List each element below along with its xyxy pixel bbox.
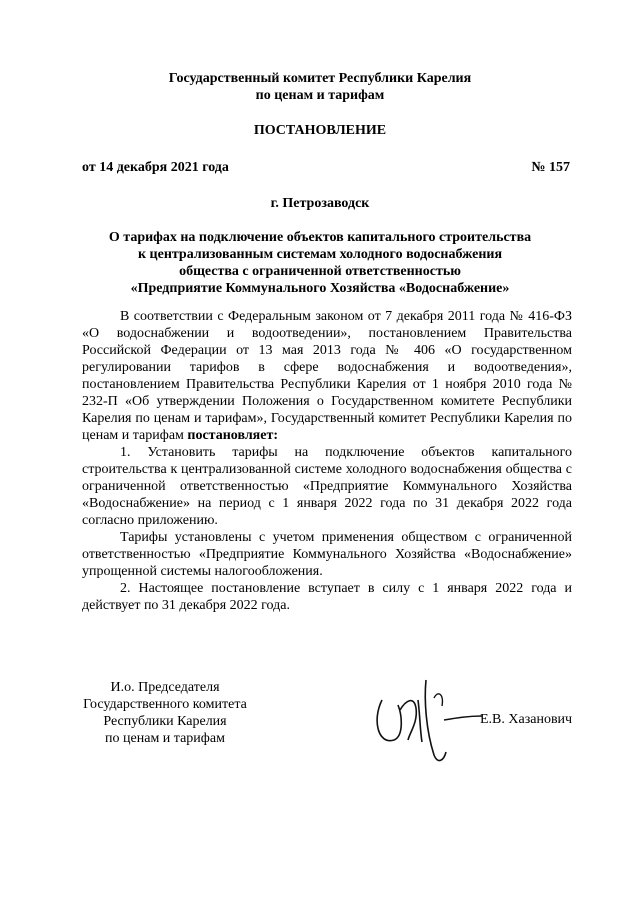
document-number: № 157 (531, 160, 570, 175)
signatory-line-4: по ценам и тарифам (105, 731, 225, 746)
item-1-paragraph: 1. Установить тарифы на подключение объектов капитального строительства к централизованной системе холодного водоснабжения общества с ограниченной ответственностью «Предприятие Коммунального Хозяйства «Водоснабжение» на период с 1 января 2022 года по 31 декабря 2022 года согласно приложению. (82, 445, 572, 528)
item-2-paragraph: 2. Настоящее постановление вступает в силу с 1 января 2022 года и действует по 31 декабря 2022 года. (82, 581, 572, 613)
preamble-paragraph (82, 308, 572, 444)
document-type: ПОСТАНОВЛЕНИЕ (253, 123, 387, 138)
signer-name: Е.В. Хазанович (480, 712, 573, 727)
signatory-line-3: Республики Карелия (103, 714, 227, 729)
date-number-row (82, 160, 570, 176)
title-line-3: общества с ограниченной ответственностью (179, 264, 461, 279)
issuer-line-2: по ценам и тарифам (255, 88, 385, 103)
document-date: от 14 декабря 2021 года (82, 160, 229, 175)
document-body (82, 308, 572, 614)
document-title (0, 229, 640, 297)
preamble-text: В соответствии с Федеральным законом от 7 декабря 2011 года № 416-ФЗ «О водоснабжении и водоотведении», постановлением Правительства Российской Федерации от 13 мая 2013 года № 406 «О государственном регулировании тарифов в сфере водоснабжения и водоотведения», постановлением Правительства Республики Карелия от 1 ноября 2010 года № 232-П «Об утверждении Положения о Государственном комитете Республики Карелия по ценам и тарифам», Государственный комитет Республики Карелия по ценам и тарифам (82, 309, 572, 443)
title-line-1: О тарифах на подключение объектов капитального строительства (108, 230, 532, 245)
city: г. Петрозаводск (270, 196, 370, 211)
title-line-4: «Предприятие Коммунального Хозяйства «Водоснабжение» (130, 281, 510, 296)
item-1-note-paragraph: Тарифы установлены с учетом применения обществом с ограниченной ответственностью «Предприятие Коммунального Хозяйства «Водоснабжение» упрощенной системы налогообложения. (82, 530, 572, 579)
signatory-position (80, 679, 250, 747)
issuer-header (0, 70, 640, 104)
title-line-2: к централизованным системам холодного водоснабжения (137, 247, 503, 262)
issuer-line-1: Государственный комитет Республики Карелия (168, 71, 472, 86)
signatory-line-2: Государственного комитета (83, 697, 247, 712)
decree-word: постановляет: (187, 428, 279, 443)
signatory-line-1: И.о. Председателя (110, 680, 220, 695)
handwritten-signature (364, 660, 484, 780)
